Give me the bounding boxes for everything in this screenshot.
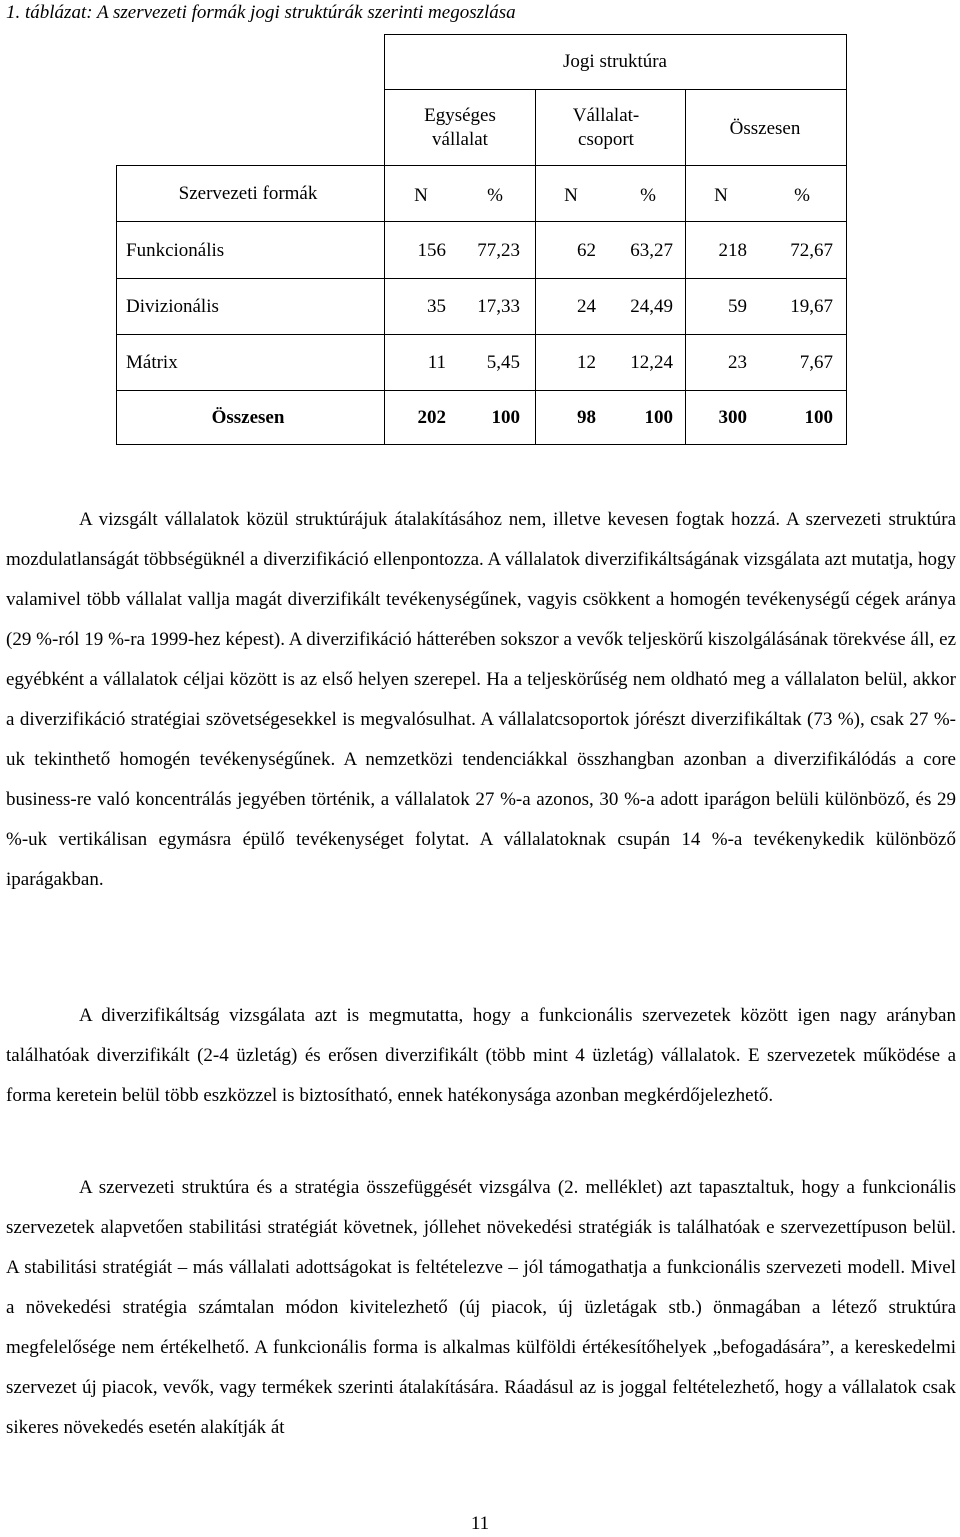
page-number: 11 — [470, 1513, 490, 1534]
table-border-header — [116, 165, 846, 166]
sub-header-pct: % — [487, 185, 503, 206]
table-border-right — [846, 34, 847, 445]
table-cell: 156 — [417, 240, 446, 261]
table-cell: 24 — [577, 296, 596, 317]
table-border-row1 — [116, 278, 846, 279]
table-cell: 63,27 — [630, 240, 673, 261]
total-cell: 300 — [718, 407, 747, 428]
table-cell: 11 — [427, 352, 446, 373]
paragraph-diversification: A vizsgált vállalatok közül struktúrájuk átalakításához nem, illetve kevesen fogtak hozzá. A szervezeti struktúra mozdulatlanságát többségüknél a diverzifikáció ellenpontozza. A vállalatok diverzifikáltságának vizsgálata azt mutatja, hogy valamivel több vállalat vallja magát diverzifikált tevékenységűnek, vagyis csökkent a homogén tevékenységű cégek aránya (29 %-ról 19 %-ra 1999-hez képest). A diverzifikáció hátterében sokszor a vevők teljeskörű kiszolgálásának törekvése áll, ez egyébként a vállalatok céljai között is az első helyen szerepel. Ha a teljeskörűség nem oldható meg a vállalaton belül, akkor a diverzifikáció stratégiai szövetségesekkel is megvalósulhat. A vállalatcsoportok jórészt diverzifikáltak (73 %), csak 27 %-uk tekinthető homogén tevékenységűnek. A nemzetközi tendenciákkal összhangban azonban a diverzifikálódás a core business-re való koncentrálás jegyében történik, a vállalatok 27 %-a azonos, 30 %-a adott iparágon belüli különböző, és 29 %-uk vertikálisan egymásra épülő tevékenységet folytat. A vállalatoknak csupán 14 %-a tevékenykedik különböző iparágakban. — [6, 509, 956, 890]
table-cell: 24,49 — [630, 296, 673, 317]
table-cell: 17,33 — [477, 296, 520, 317]
group-header-osszesen: Összesen — [729, 118, 801, 139]
table-border-group — [384, 89, 846, 90]
row-label: Funkcionális — [126, 240, 225, 261]
row-label: Mátrix — [126, 352, 178, 373]
table-caption: 1. táblázat: A szervezeti formák jogi struktúrák szerinti megoszlása — [6, 2, 516, 23]
table-cell: 35 — [427, 296, 446, 317]
paragraph-structure-strategy: A szervezeti struktúra és a stratégia összefüggését vizsgálva (2. melléklet) azt tapasztaltuk, hogy a funkcionális szervezetek alapvetően stabilitási stratégiát követnek, jóllehet növekedési stratégiák is találhatóak e szervezettípuson belül. A stabilitási stratégiát – más vállalati adottságokat is feltételezve – jól támogathatja a funkcionális szervezeti modell. Mivel a növekedési stratégia számtalan módon kivitelezhető (új piacok, új üzletágak stb.) önmagában a létező struktúra megfelelősége nem értékelhető. A funkcionális forma is alkalmas külföldi értékesítőhelyek „befogadására”, a kereskedelmi szervezet új piacok, vevők, vagy termékek szerinti átalakítására. Ráadásul az is joggal feltételezhető, hogy a vállalatok csak sikeres növekedés esetén alakítják át — [6, 1177, 956, 1438]
row-header: Szervezeti formák — [178, 183, 318, 204]
table-cell: 62 — [577, 240, 596, 261]
table-cell: 12 — [577, 352, 596, 373]
table-cell: 77,23 — [477, 240, 520, 261]
table-cell: 5,45 — [486, 352, 520, 373]
sub-header-n: N — [714, 185, 728, 206]
table-border-subheader — [116, 221, 846, 222]
table-cell: 72,67 — [790, 240, 833, 261]
table-cell: 19,67 — [790, 296, 833, 317]
total-cell: 100 — [491, 407, 520, 428]
table-cell: 7,67 — [799, 352, 833, 373]
row-label: Divizionális — [126, 296, 219, 317]
paragraph-functional-orgs: A diverzifikáltság vizsgálata azt is megmutatta, hogy a funkcionális szervezetek között igen nagy arányban találhatóak diverzifikált (2-4 üzletág) és erősen diverzifikált (több mint 4 üzletág) vállalatok. E szervezetek működése a forma keretein belül több eszközzel is biztosítható, ennek hatékonysága azonban megkérdőjelezhető. — [6, 1005, 956, 1106]
table-border-label — [384, 34, 385, 445]
total-cell: 100 — [644, 407, 673, 428]
total-cell: 202 — [417, 407, 446, 428]
table-border-row3 — [116, 390, 846, 391]
sub-header-pct: % — [640, 185, 656, 206]
sub-header-n: N — [414, 185, 428, 206]
group-header-vallalatcsoport: Vállalat- csoport — [572, 105, 640, 150]
sub-header-pct: % — [794, 185, 810, 206]
table-border-bottom — [116, 444, 846, 445]
table-cell: 218 — [718, 240, 747, 261]
group-header-egyseges: Egységes vállalat — [424, 105, 496, 150]
total-label: Összesen — [211, 407, 285, 428]
table-cell: 59 — [728, 296, 747, 317]
table-border-left — [116, 165, 117, 445]
table-cell: 12,24 — [630, 352, 673, 373]
table-cell: 23 — [728, 352, 747, 373]
total-cell: 100 — [804, 407, 833, 428]
sub-header-n: N — [564, 185, 578, 206]
total-cell: 98 — [577, 407, 596, 428]
table-border-row2 — [116, 334, 846, 335]
super-header: Jogi struktúra — [563, 51, 667, 72]
table-border-group2 — [685, 89, 686, 445]
table-border-group1 — [535, 89, 536, 445]
table-border-top — [384, 34, 846, 35]
